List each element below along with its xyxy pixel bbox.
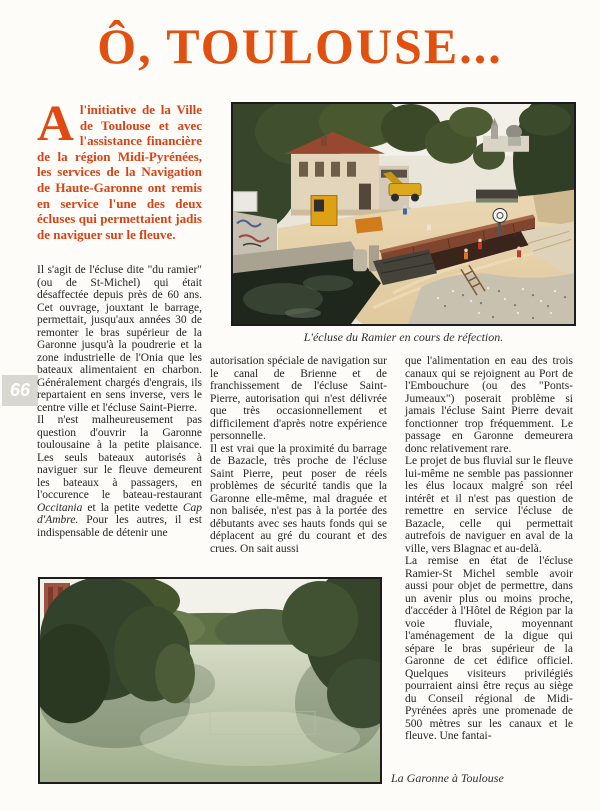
drop-cap: A bbox=[37, 96, 74, 152]
paragraph-text: Pour les autres, il est indispensable de détenir une bbox=[37, 514, 202, 539]
photo-caption-river: La Garonne à Toulouse bbox=[391, 771, 504, 785]
far-embankment bbox=[533, 190, 574, 226]
photo-caption-lock: L'écluse du Ramier en cours de réfection. bbox=[303, 330, 504, 344]
garonne-river-photo bbox=[38, 577, 382, 784]
far-lock-gate bbox=[476, 190, 518, 203]
garonne-river-illustration bbox=[40, 579, 380, 782]
paragraph-text: et la petite vedette bbox=[82, 501, 183, 514]
page-title: Ô, TOULOUSE... bbox=[97, 18, 503, 74]
paragraph-text: Il n'est malheureusement pas question d'ouvrir la Garonne toulousaine à la petite plaisance. Les seuls bateaux autorisés à naviguer sur le fleuve demeurent les bateaux à passagers, en l'occurence le bateau-restaurant bbox=[37, 414, 202, 501]
page-number: 66 bbox=[9, 380, 31, 400]
boat-name-occitania: Occitania bbox=[37, 501, 83, 514]
paragraph bbox=[37, 414, 202, 539]
paragraph: Il est vrai que la proximité du barrage de Bazacle, très proche de l'écluse Saint Pierre, peut poser de réels problèmes de sécurité tandis que la Garonne elle-même, mal draguée et non balisée, n'est pas à la portée des débutants avec ses hauts fonds qui se déplacent au gré du courant et des crues. On sait aussi bbox=[210, 442, 387, 555]
paragraph: Il s'agit de l'écluse dite "du ramier" (ou de St-Michel) qui était désaffectée depuis près de 60 ans. Cet ouvrage, jouxtant le barrage, permettait, jusqu'aux années 30 de remonter le bras supérieur de la Garonne jusqu'à la poudrerie et la zone industrielle de l'Onia que les bateaux alimentaient en charbon. Généralement chargés d'engrais, ils repartaient en sens inverse, vers le centre ville et l'écluse Saint-Pierre. bbox=[37, 264, 202, 414]
lock-construction-illustration bbox=[233, 104, 574, 324]
page-number-badge bbox=[2, 375, 38, 406]
body-column-middle bbox=[210, 355, 387, 555]
intro-text: l'initiative de la Ville de Toulouse et avec l'assistance financière de la région Midi-Pyrénées, les services de la Navigation de Haute-Garonne ont remis en service l'une des deux écluses qui permettaient jadis de naviguer sur le fleuve. bbox=[37, 102, 202, 242]
paragraph: Le projet de bus fluvial sur le fleuve lui-même ne semble pas passionner les élus locaux malgré son réel intérêt et il n'est pas question de remettre en service l'écluse de Bazacle, celle qui permettait autrefois de naviguer en aval de la ville, vers Blagnac et au-delà. bbox=[405, 455, 573, 555]
body-column-right bbox=[405, 355, 573, 743]
paragraph: que l'alimentation en eau des trois canaux qui se rejoignent au Port de l'Embouchure (ou des "Ponts-Jumeaux") poserait problème si jamais l'écluse Saint Pierre devait fonctionner trop fréquemment. Le passage en Garonne demeurera donc relativement rare. bbox=[405, 355, 573, 455]
lock-construction-photo bbox=[231, 102, 576, 326]
intro-paragraph bbox=[37, 96, 202, 242]
body-column-left bbox=[37, 264, 202, 539]
paragraph: autorisation spéciale de navigation sur le canal de Brienne et de franchissement de l'écluse Saint-Pierre, autorisation qui n'est délivrée que très occasionnellement et difficilement d'après notre expérience personnelle. bbox=[210, 355, 387, 442]
boat-name-cap-dambre: Cap d'Ambre. bbox=[37, 501, 202, 526]
paragraph: La remise en état de l'écluse Ramier-St Michel semble avoir aussi pour objet de permettre, dans un avenir plus ou moins proche, d'accéder à l'Hôtel de Région par la voie fluviale, moyennant l'aménagement de la digue qui sépare le bras supérieur de la Garonne de cet édifice officiel. Quelques visiteurs privilégiés pourraient ainsi être reçus au siège du Conseil régional de Midi-Pyrénées après une promenade de 500 mètres sur les canaux et le fleuve. Une fantai- bbox=[405, 555, 573, 742]
